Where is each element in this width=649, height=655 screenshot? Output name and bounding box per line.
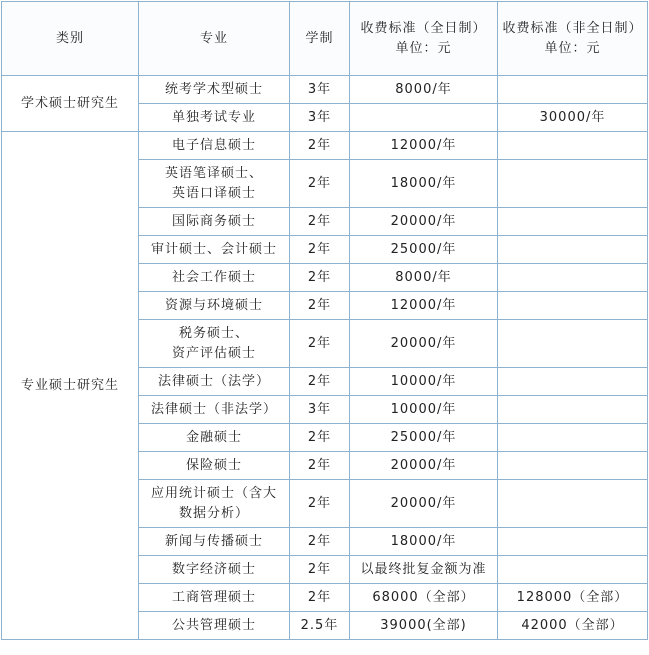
- category-cell: 学术硕士研究生: [2, 76, 139, 132]
- duration-cell: 2年: [290, 556, 350, 584]
- duration-cell: 3年: [290, 396, 350, 424]
- header-category: 类别: [2, 2, 139, 76]
- major-cell: 工商管理硕士: [139, 584, 290, 612]
- duration-cell: 2年: [290, 480, 350, 528]
- fee-part-cell: [498, 132, 648, 160]
- major-cell: 应用统计硕士（含大 数据分析）: [139, 480, 290, 528]
- fee-part-cell: [498, 368, 648, 396]
- major-cell: 金融硕士: [139, 424, 290, 452]
- major-cell: 资源与环境硕士: [139, 292, 290, 320]
- fee-full-cell: 39000(全部): [350, 612, 498, 640]
- major-cell: 国际商务硕士: [139, 208, 290, 236]
- major-cell: 电子信息硕士: [139, 132, 290, 160]
- header-duration: 学制: [290, 2, 350, 76]
- fee-full-cell: 18000/年: [350, 160, 498, 208]
- fee-full-cell: 25000/年: [350, 236, 498, 264]
- fee-part-cell: [498, 452, 648, 480]
- fee-full-cell: 20000/年: [350, 320, 498, 368]
- header-fee-part-time: 收费标准（非全日制） 单位：元: [498, 2, 648, 76]
- duration-cell: 2年: [290, 208, 350, 236]
- header-fee-full-time: 收费标准（全日制） 单位：元: [350, 2, 498, 76]
- major-cell: 数字经济硕士: [139, 556, 290, 584]
- duration-cell: 2年: [290, 132, 350, 160]
- fee-part-cell: 42000（全部）: [498, 612, 648, 640]
- major-cell: 新闻与传播硕士: [139, 528, 290, 556]
- duration-cell: 2年: [290, 452, 350, 480]
- fee-full-cell: 8000/年: [350, 264, 498, 292]
- fee-part-cell: [498, 76, 648, 104]
- major-cell: 保险硕士: [139, 452, 290, 480]
- duration-cell: 2年: [290, 584, 350, 612]
- header-row: [2, 2, 648, 76]
- fee-part-cell: [498, 480, 648, 528]
- major-cell: 社会工作硕士: [139, 264, 290, 292]
- fee-part-cell: [498, 556, 648, 584]
- duration-cell: 2年: [290, 236, 350, 264]
- fee-part-cell: [498, 292, 648, 320]
- category-cell: 专业硕士研究生: [2, 132, 139, 640]
- fee-full-cell: 20000/年: [350, 452, 498, 480]
- duration-cell: 3年: [290, 76, 350, 104]
- fee-full-cell: 18000/年: [350, 528, 498, 556]
- fee-full-cell: 8000/年: [350, 76, 498, 104]
- table-row: [2, 76, 648, 104]
- fee-part-cell: [498, 320, 648, 368]
- fee-full-cell: 12000/年: [350, 292, 498, 320]
- fee-part-cell: 128000（全部）: [498, 584, 648, 612]
- major-cell: 统考学术型硕士: [139, 76, 290, 104]
- fee-full-cell: 25000/年: [350, 424, 498, 452]
- major-cell: 法律硕士（法学）: [139, 368, 290, 396]
- table-body: [2, 76, 648, 640]
- fee-full-cell: 68000（全部）: [350, 584, 498, 612]
- fee-part-cell: [498, 528, 648, 556]
- fee-full-cell: [350, 104, 498, 132]
- major-cell: 税务硕士、 资产评估硕士: [139, 320, 290, 368]
- major-cell: 单独考试专业: [139, 104, 290, 132]
- fee-part-cell: [498, 424, 648, 452]
- major-cell: 法律硕士（非法学）: [139, 396, 290, 424]
- fee-full-cell: 12000/年: [350, 132, 498, 160]
- major-cell: 英语笔译硕士、 英语口译硕士: [139, 160, 290, 208]
- table-row: [2, 132, 648, 160]
- fee-full-cell: 10000/年: [350, 368, 498, 396]
- duration-cell: 2年: [290, 320, 350, 368]
- duration-cell: 2年: [290, 528, 350, 556]
- fee-part-cell: [498, 208, 648, 236]
- fee-part-cell: [498, 264, 648, 292]
- fee-part-cell: [498, 236, 648, 264]
- duration-cell: 3年: [290, 104, 350, 132]
- fee-table: [1, 1, 648, 640]
- duration-cell: 2.5年: [290, 612, 350, 640]
- fee-part-cell: [498, 396, 648, 424]
- fee-full-cell: 以最终批复金额为准: [350, 556, 498, 584]
- fee-full-cell: 20000/年: [350, 480, 498, 528]
- duration-cell: 2年: [290, 368, 350, 396]
- duration-cell: 2年: [290, 160, 350, 208]
- duration-cell: 2年: [290, 424, 350, 452]
- major-cell: 公共管理硕士: [139, 612, 290, 640]
- fee-part-cell: [498, 160, 648, 208]
- fee-full-cell: 10000/年: [350, 396, 498, 424]
- major-cell: 审计硕士、会计硕士: [139, 236, 290, 264]
- header-major: 专业: [139, 2, 290, 76]
- fee-part-cell: 30000/年: [498, 104, 648, 132]
- duration-cell: 2年: [290, 292, 350, 320]
- fee-full-cell: 20000/年: [350, 208, 498, 236]
- duration-cell: 2年: [290, 264, 350, 292]
